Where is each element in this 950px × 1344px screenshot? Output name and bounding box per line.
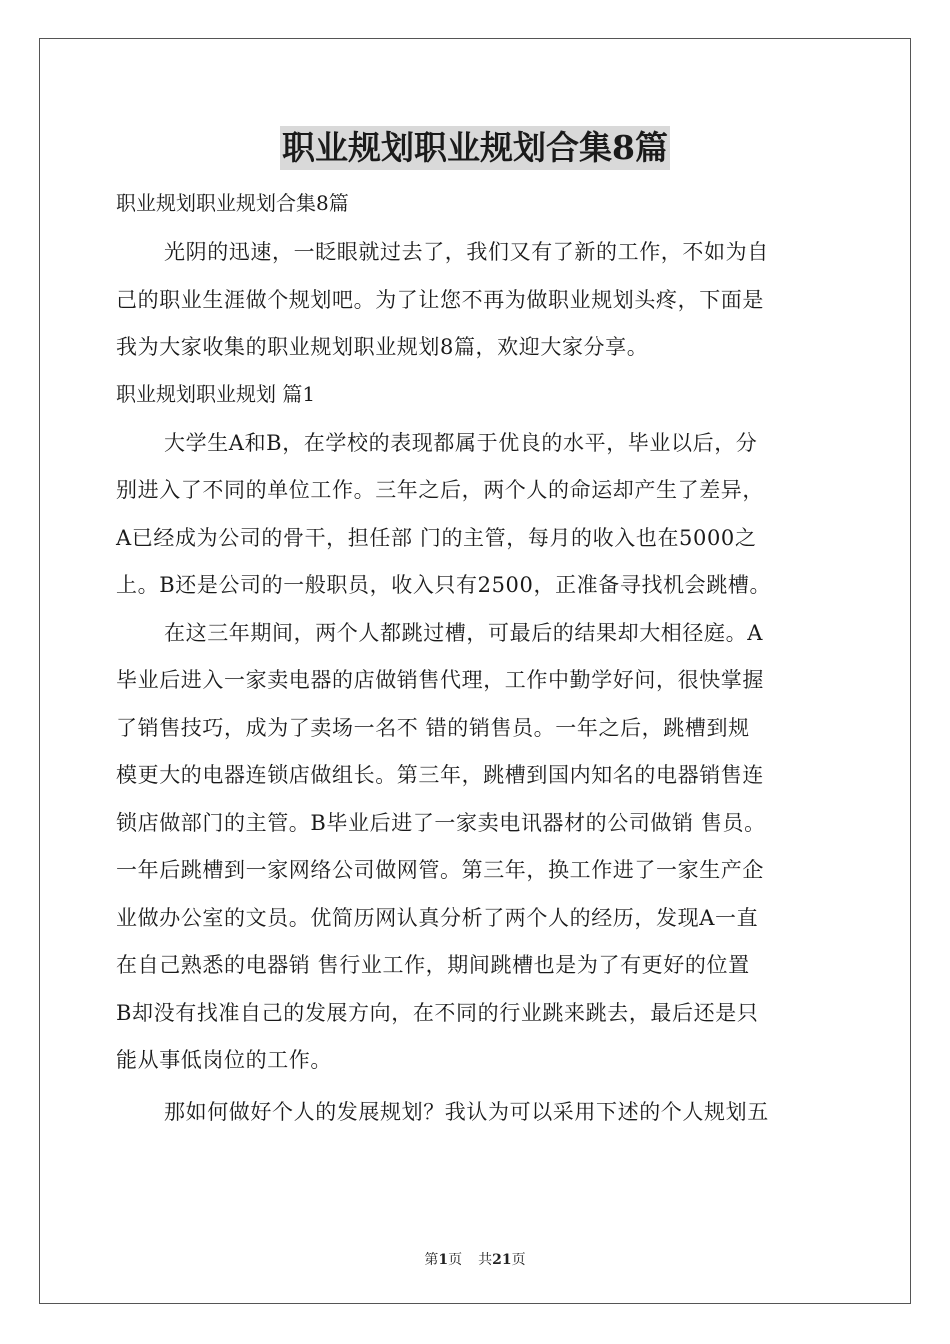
paragraph-line: 那如何做好个人的发展规划？我认为可以采用下述的个人规划五 [164, 1099, 769, 1124]
total-suffix: 页 [511, 1252, 526, 1268]
document-title-text: 职业规划职业规划合集8篇 [280, 126, 670, 170]
document-subtitle: 职业规划职业规划合集8篇 [116, 191, 349, 215]
paragraph-line: 能从事低岗位的工作。 [116, 1048, 332, 1072]
paragraph-line: 毕业后进入一家卖电器的店做销售代理，工作中勤学好问，很快掌握 [116, 668, 764, 692]
paragraph-line: 在自己熟悉的电器销 售行业工作，期间跳槽也是为了有更好的位置 [116, 953, 750, 977]
paragraph-line: 别进入了不同的单位工作。三年之后，两个人的命运却产生了差异， [116, 478, 764, 502]
paragraph-line: B却没有找准自己的发展方向，在不同的行业跳来跳去，最后还是只 [116, 1000, 759, 1025]
paragraph-3 [116, 1089, 838, 1137]
page-suffix: 页 [448, 1252, 463, 1268]
total-prefix: 共 [478, 1252, 493, 1268]
paragraph-line: 一年后跳槽到一家网络公司做网管。第三年，换工作进了一家生产企 [116, 858, 764, 882]
paragraph-line: 了销售技巧，成为了卖场一名不 错的销售员。一年之后，跳槽到规 [116, 715, 750, 740]
paragraph-line: 锁店做部门的主管。B毕业后进了一家卖电讯器材的公司做销 售员。 [116, 810, 766, 835]
intro-line: 我为大家收集的职业规划职业规划8篇，欢迎大家分享。 [116, 335, 649, 359]
total-page-count: 21 [492, 1252, 512, 1268]
page-prefix: 第 [424, 1252, 439, 1268]
paragraph-line: A已经成为公司的骨干，担任部 门的主管，每月的收入也在5000之 [116, 525, 757, 550]
paragraph-line: 上。B还是公司的一般职员，收入只有2500，正准备寻找机会跳槽。 [116, 573, 772, 597]
paragraph-1 [116, 420, 838, 610]
intro-line: 光阴的迅速，一眨眼就过去了，我们又有了新的工作，不如为自 [164, 240, 769, 264]
paragraph-2 [116, 610, 838, 1085]
paragraph-line: 模更大的电器连锁店做组长。第三年，跳槽到国内知名的电器销售连 [116, 763, 764, 787]
document-body [116, 181, 838, 1136]
current-page-number: 1 [438, 1252, 449, 1268]
intro-paragraph [116, 229, 838, 372]
page-footer [0, 1249, 950, 1269]
document-title [0, 126, 950, 170]
paragraph-line: 在这三年期间，两个人都跳过槽，可最后的结果却大相径庭。A [164, 620, 763, 645]
intro-line: 己的职业生涯做个规划吧。为了让您不再为做职业规划头疼，下面是 [116, 287, 764, 312]
paragraph-line: 大学生A和B，在学校的表现都属于优良的水平，毕业以后，分 [164, 430, 758, 455]
paragraph-line: 业做办公室的文员。优简历网认真分析了两个人的经历，发现A一直 [116, 905, 759, 930]
section-heading: 职业规划职业规划 篇1 [116, 381, 316, 406]
